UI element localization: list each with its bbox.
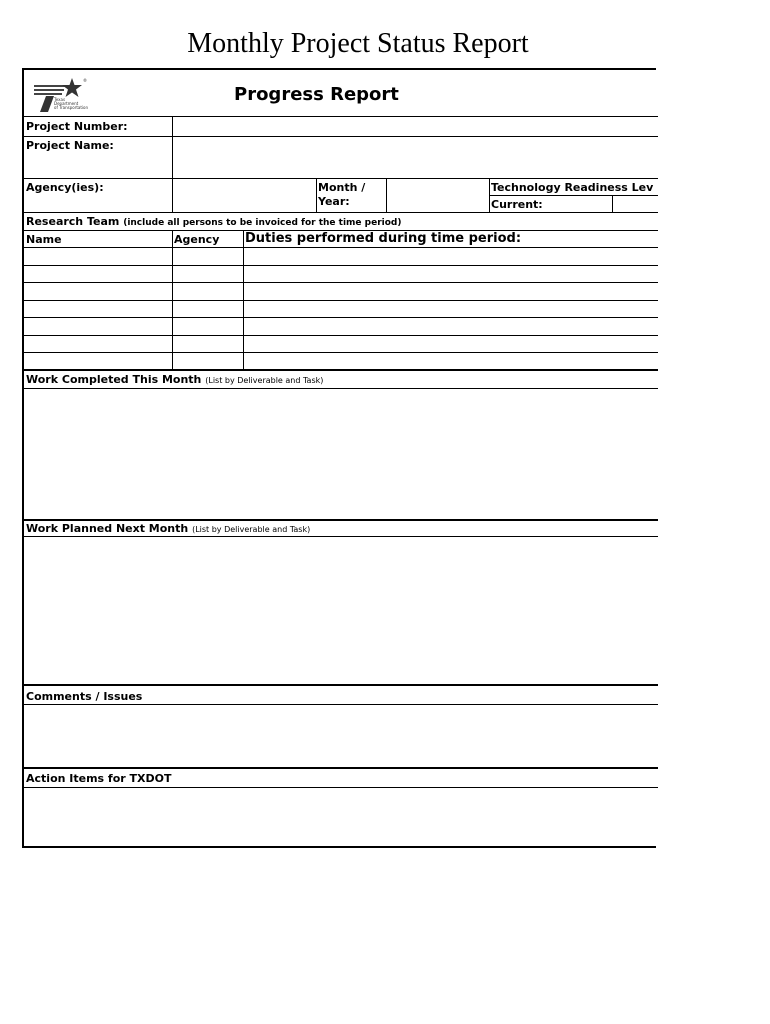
column-name-header: Name — [26, 233, 62, 246]
rule — [24, 369, 658, 371]
comments-label: Comments / Issues — [26, 690, 143, 703]
rule — [489, 195, 658, 196]
rule — [24, 684, 658, 686]
work-completed-note: (List by Deliverable and Task) — [205, 376, 324, 385]
project-number-label: Project Number: — [26, 120, 128, 133]
logo-line-1: Texas — [54, 97, 66, 102]
research-team-label — [26, 215, 401, 230]
rule — [24, 212, 658, 213]
rule — [612, 195, 613, 212]
agencies-field[interactable] — [174, 180, 316, 210]
action-items-field[interactable] — [26, 789, 656, 845]
rule — [24, 787, 658, 788]
rule — [24, 519, 658, 521]
project-number-field[interactable] — [174, 118, 656, 136]
rule — [24, 335, 658, 336]
work-completed-field[interactable] — [26, 390, 656, 518]
rule — [24, 388, 658, 389]
work-planned-label — [26, 522, 310, 536]
rule — [24, 300, 658, 301]
work-completed-title: Work Completed This Month — [26, 373, 202, 386]
work-completed-label — [26, 373, 323, 387]
form-heading: Progress Report — [234, 84, 399, 105]
research-team-title: Research Team — [26, 215, 120, 228]
rule — [24, 767, 658, 769]
project-name-field[interactable] — [174, 138, 656, 178]
action-items-label: Action Items for TXDOT — [26, 772, 172, 785]
rule — [24, 247, 658, 248]
logo-line-2: Department — [54, 101, 79, 106]
trl-label: Technology Readiness Lev — [491, 181, 654, 194]
rule — [316, 178, 317, 212]
research-team-note: (include all persons to be invoiced for the time period) — [123, 218, 402, 228]
work-planned-field[interactable] — [26, 538, 656, 683]
rule — [24, 282, 658, 283]
column-agency-header: Agency — [174, 233, 220, 246]
logo-line-3: of Transportation — [54, 105, 89, 110]
page-title: Monthly Project Status Report — [187, 28, 529, 59]
month-year-label-2: Year: — [318, 195, 350, 208]
work-planned-note: (List by Deliverable and Task) — [192, 525, 311, 534]
month-year-label-1: Month / — [318, 181, 366, 194]
agencies-label: Agency(ies): — [26, 181, 104, 194]
txdot-logo — [32, 76, 88, 114]
rule — [386, 178, 387, 212]
progress-report-form — [22, 68, 656, 848]
rule — [24, 704, 658, 705]
work-planned-title: Work Planned Next Month — [26, 522, 189, 535]
trl-current-label: Current: — [491, 198, 543, 211]
rule — [24, 317, 658, 318]
comments-field[interactable] — [26, 706, 656, 766]
rule — [24, 178, 658, 179]
month-year-field[interactable] — [388, 180, 488, 210]
rule — [24, 116, 658, 117]
rule — [24, 352, 658, 353]
rule — [172, 178, 173, 212]
column-duties-header: Duties performed during time period: — [245, 231, 522, 246]
rule — [24, 265, 658, 266]
trl-current-field[interactable] — [614, 197, 656, 211]
rule — [24, 536, 658, 537]
svg-text:®: ® — [83, 78, 87, 83]
project-name-label: Project Name: — [26, 139, 114, 152]
rule — [172, 116, 173, 178]
rule — [24, 136, 658, 137]
